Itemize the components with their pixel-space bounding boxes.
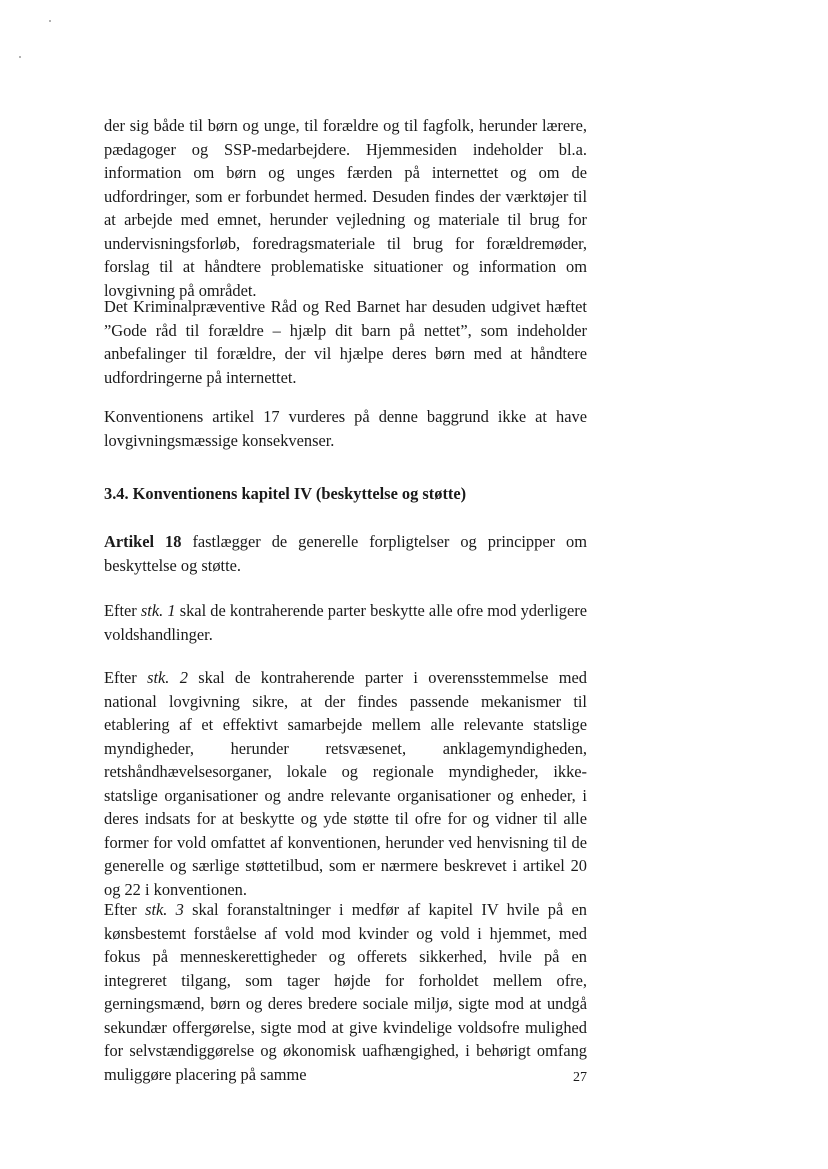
paragraph-text: Konventionens artikel 17 vurderes på denne baggrund ikke at have lovgivningsmæssige konsekvenser. [104,407,587,450]
paragraph-text [104,898,587,1086]
paragraph-rest: skal de kontraherende parter beskytte alle ofre mod yderligere voldshandlinger. [104,601,588,644]
page-number: 27 [573,1070,587,1085]
paragraph-text [104,599,587,646]
paragraph-stk-1 [104,599,587,646]
stk-reference: stk. 2 [147,668,188,687]
paragraph-prefix: Efter [104,601,141,620]
paragraph-text: der sig både til børn og unge, til forældre og til fagfolk, herunder lærere, pædagoger og SSP-medarbejdere. Hjemmesiden indeholder bl.a. information om børn og unges færden på internettet og om de udfordringer, som er forbundet hermed. Desuden findes der værktøjer til at arbejde med emnet, herunder vejledning og materiale til brug for undervisningsforløb, foredragsmateriale til brug for forældremøder, forslag til at håndtere problematiske situationer og information om lovgivning på området. [104,116,587,300]
paragraph-stk-2 [104,666,587,901]
paragraph-rest: fastlægger de generelle forpligtelser og principper om beskyttelse og støtte. [104,532,587,575]
paragraph-artikel-18 [104,530,587,577]
paragraph-rest: skal foranstaltninger i medfør af kapitel IV hvile på en kønsbestemt forståelse af vold mod kvinder og vold i hjemmet, med fokus på menneskerettigheder og offerets sikkerhed, hvile på en integreret tilgang, som tager højde for forholdet mellem ofre, gerningsmænd, børn og deres bredere sociale miljø, sigte mod at undgå sekundær offergørelse, sigte mod at give kvindelige voldsofre mulighed for selvstændiggørelse og økonomisk uafhængighed, i behørigt omfang muliggøre placering på samme [104,900,587,1084]
paragraph-haefte [104,295,587,389]
article-reference: Artikel 18 [104,532,182,551]
paragraph-text [104,666,587,901]
paragraph-prefix: Efter [104,900,146,919]
paragraph-rest: skal de kontraherende parter i overensstemmelse med national lovgivning sikre, at der findes passende mekanismer til etablering af et effektivt samarbejde mellem alle relevante statslige myndigheder, herunder retsvæsenet, anklagemyndigheden, retshåndhævelsesorganer, lokale og regionale myndigheder, ikke-statslige organisationer og andre relevante organisationer og enheder, i deres indsats for at beskytte og yde støtte til ofre for og vidner til alle former for vold omfattet af konventionen, herunder ved henvisning til de generelle og særlige støttetilbud, som er nærmere beskrevet i artikel 20 og 22 i konventionen. [104,668,588,899]
paragraph-artikel-17 [104,405,587,452]
paragraph-text: Det Kriminalpræventive Råd og Red Barnet har desuden udgivet hæftet ”Gode råd til forældre – hjælp dit barn på nettet”, som indeholder anbefalinger til forældre, der vil hjælpe deres børn med at håndtere udfordringerne på internettet. [104,297,587,387]
paragraph-hjemmeside [104,114,587,302]
section-heading: 3.4. Konventionens kapitel IV (beskyttelse og støtte) [104,484,467,503]
stk-reference: stk. 3 [145,900,184,919]
scan-speck [49,20,51,22]
paragraph-prefix: Efter [104,668,148,687]
stk-reference: stk. 1 [140,601,176,620]
paragraph-text [104,530,587,577]
scan-speck [19,56,21,58]
paragraph-stk-3 [104,898,587,1086]
